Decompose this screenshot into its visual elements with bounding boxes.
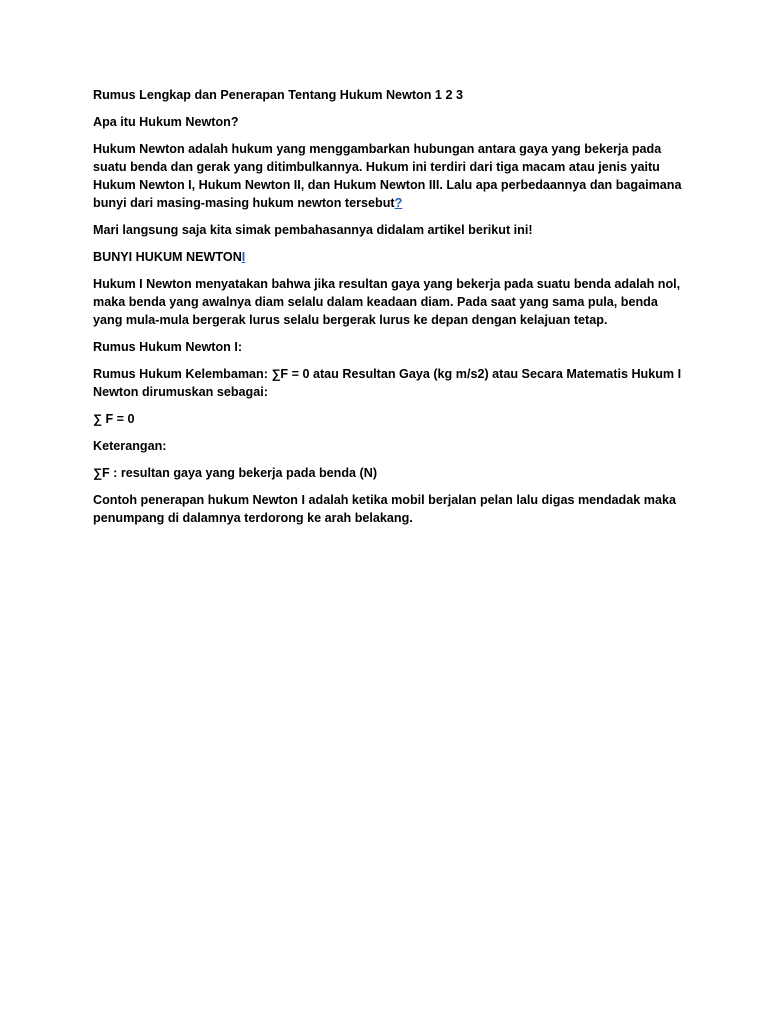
- intro-paragraph: [93, 140, 683, 212]
- section-heading-text: BUNYI HUKUM NEWTON: [93, 250, 242, 264]
- law1-paragraph: Hukum I Newton menyatakan bahwa jika resultan gaya yang bekerja pada suatu benda adalah nol, maka benda yang awalnya diam selalu dalam keadaan diam. Pada saat yang sama pula, benda yang mula-mula bergerak lurus selalu bergerak lurus ke depan dengan kelajuan tetap.: [93, 277, 681, 327]
- inertia-formula-paragraph: Rumus Hukum Kelembaman: ∑F = 0 atau Resultan Gaya (kg m/s2) atau Secara Matematis Hukum I Newton dirumuskan sebagai:: [93, 367, 682, 399]
- question-heading: Apa itu Hukum Newton?: [93, 115, 239, 129]
- equation: ∑ F = 0: [93, 412, 135, 426]
- example-paragraph: Contoh penerapan hukum Newton I adalah ketika mobil berjalan pelan lalu digas mendadak maka penumpang di dalamnya terdorong ke arah belakang.: [93, 493, 676, 525]
- intro-link[interactable]: ?: [394, 196, 403, 210]
- legend-item: ∑F : resultan gaya yang bekerja pada benda (N): [93, 466, 378, 480]
- formula-heading: Rumus Hukum Newton I:: [93, 340, 243, 354]
- section-heading-link[interactable]: I: [241, 250, 246, 264]
- document-title: Rumus Lengkap dan Penerapan Tentang Hukum Newton 1 2 3: [93, 88, 463, 102]
- legend-heading: Keterangan:: [93, 439, 167, 453]
- intro-text: Hukum Newton adalah hukum yang menggambarkan hubungan antara gaya yang bekerja pada suatu benda dan gerak yang ditimbulkannya. Hukum ini terdiri dari tiga macam atau jenis yaitu Hukum Newton I, Hukum Newton II, dan Hukum Newton III. Lalu apa perbedaannya dan bagaimana bunyi dari masing-masing hukum newton tersebut: [93, 142, 682, 210]
- section-heading: [93, 248, 683, 266]
- document-body: [93, 86, 683, 536]
- lead-paragraph: Mari langsung saja kita simak pembahasannya didalam artikel berikut ini!: [93, 223, 533, 237]
